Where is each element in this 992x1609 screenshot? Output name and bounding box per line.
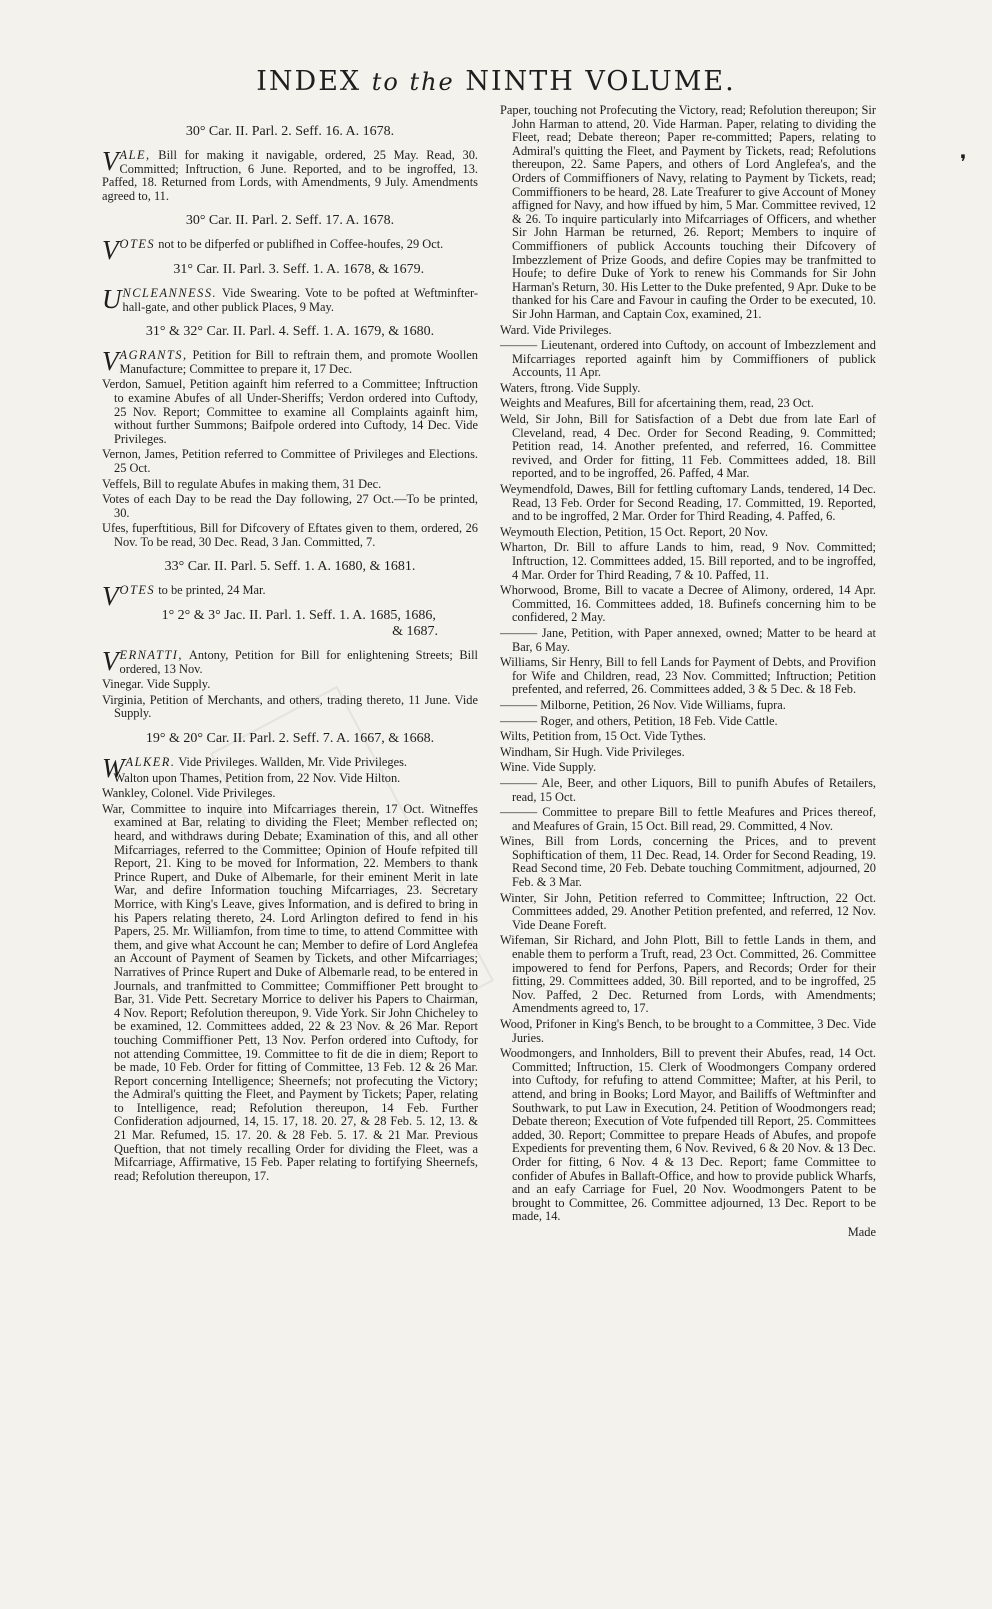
index-entry: ——— Jane, Petition, with Paper annexed, owned; Matter to be heard at Bar, 6 May.	[500, 625, 876, 654]
index-entry: Weights and Meafures, Bill for afcertaining them, read, 23 Oct.	[500, 396, 814, 411]
title-index: INDEX	[256, 66, 362, 97]
index-entry: Vinegar. Vide Supply.	[102, 677, 211, 692]
section-header-text: 31° & 32° Car. II. Parl. 4. Seff. 1. A. 1679, & 1680.	[145, 324, 435, 340]
section-header-text: 33° Car. II. Parl. 5. Seff. 1. A. 1680, & 1681.	[164, 559, 416, 575]
index-entry	[102, 146, 478, 203]
catchword: Made	[847, 1224, 876, 1239]
section-header-text: 31° Car. II. Parl. 3. Seff. 1. A. 1678, & 1679.	[173, 261, 425, 277]
index-entry: ——— Milborne, Petition, 26 Nov. Vide Williams, fupra.	[500, 697, 786, 712]
section-header	[102, 262, 478, 278]
index-entry: Wines, Bill from Lords, concerning the Prices, and to prevent Sophiftication of them, 11 Dec. Read, 14. Order for Second Reading, 19. Read Second time, 20 Feb. Debate touching Commitment, adjourned, 20 Feb. & 3 Mar.	[500, 834, 876, 890]
section-header-cont: & 1687.	[392, 624, 438, 640]
entry-keyword: NCLEANNESS.	[122, 285, 218, 300]
index-entry: Waters, ftrong. Vide Supply.	[500, 380, 641, 395]
index-entry: Ufes, fuperftitious, Bill for Difcovery of Eftates given to them, ordered, 26 Nov. To be read, 30 Dec. Read, 3 Jan. Committed, 7.	[102, 521, 478, 549]
index-entry	[102, 581, 478, 612]
drop-cap: V	[102, 581, 119, 612]
drop-cap: V	[102, 646, 119, 677]
index-section	[102, 262, 478, 314]
index-entry: ——— Lieutenant, ordered into Cuftody, on account of Imbezzlement and Mifcarriages reported againft him by Commiffioners of publick Accounts, 11 Apr.	[500, 338, 876, 380]
edge-mark: ❜	[960, 150, 967, 174]
index-entry: Votes of each Day to be read the Day following, 27 Oct.—To be printed, 30.	[102, 492, 478, 520]
section-header	[102, 559, 478, 575]
index-entry: Williams, Sir Henry, Bill to fell Lands for Payment of Debts, and Provifion for Wife and Children, read, 23 Nov. Committed; Inftruction; Petition prefented, and referred, 26. Committees added, 3 & 5 Dec. & 18 Feb.	[500, 655, 876, 697]
entry-text: Vide Privileges. Wallden, Mr. Vide Privileges.	[175, 755, 408, 770]
drop-cap: V	[102, 346, 119, 377]
section-header	[102, 213, 478, 229]
section-header-text: 30° Car. II. Parl. 2. Seff. 16. A. 1678.	[185, 124, 395, 139]
drop-cap: V	[102, 235, 119, 266]
section-header	[102, 731, 478, 747]
index-entry: Woodmongers, and Innholders, Bill to prevent their Abufes, read, 14 Oct. Committed; Inftruction, 15. Clerk of Woodmongers Company ordered into Cuftody, for refufing to attend Committee; Mafter, at his Peril, to attend, and bring in Books; Lord Mayor, and Bailiffs of Weftminfter and Southwark, to put Law in Execution, 24. Petition of Woodmongers read; Debate thereon; Execution of Vote fufpended till Report, 25. Committees added, 30. Report; Committee to prepare Heads of Abufes, and propofe Expedients for preventing them, 6 Nov. Revived, 6 & 20 Nov. & 13 Dec. Order for fitting, 6 Nov. 4 & 13 Dec. Report; fame Committee to confider of Abufes in Ballaft-Office, and how to provide publick Wharfs, and an eafy Carriage for Fuel, 20 Nov. Woodmongers Patent to be brought to Committee, 26. Committee adjourned, 13 Dec. Report to be made, 14.	[500, 1046, 876, 1224]
index-entry: Vernon, James, Petition referred to Committee of Privileges and Elections. 25 Oct.	[102, 447, 478, 475]
index-section	[102, 124, 478, 203]
index-entry: Verdon, Samuel, Petition againft him referred to a Committee; Inftruction to examine Abufes of all Under-Sheriffs; Verdon ordered into Cuftody, 25 Nov. Report; Committee to examine all Complaints againft him, without further Summons; Baifpole ordered into Cuftody, 14 Dec. Vide Privileges.	[102, 377, 478, 446]
entry-text: Petition for Bill to reftrain them, and promote Woollen Manufacture; Committee to prepare it, 17 Dec.	[119, 348, 478, 376]
index-entry: Veffels, Bill to regulate Abufes in making them, 31 Dec.	[102, 476, 382, 491]
drop-cap: V	[102, 146, 119, 176]
index-entry: Wifeman, Sir Richard, and John Plott, Bill to fettle Lands in them, and enable them to perform a Truft, read, 23 Oct. Committed, 26. Committee impowered to fend for Perfons, Papers, and Records; Order for their fitting, 29. Committees added, 30. Bill reported, and to be ingroffed, 25 Nov. Paffed, 2 Dec. Returned from Lords, with Amendments; Amendments agreed to, 17.	[500, 933, 876, 1016]
left-column	[102, 124, 478, 1193]
index-entry: Paper, touching not Profecuting the Victory, read; Refolution thereupon; Sir John Harman to attend, 20. Vide Harman. Paper, relating to dividing the Fleet, read; Debate thereon; Paper re-committed; Papers, relating to Admiral's quitting the Fleet, and Payment by Tickets, read; Refolutions thereupon, 22. Same Papers, and others of Lord Anglefea's, and the Orders of Commiffioners of Navy, relating to Payment by Tickets, read; Commiffioners to be heard, 28. Late Treafurer to give Account of Money affigned for Navy, and how iffued by him, 5 Mar. Committee revived, 12 & 26. To inquire particularly into Mifcarriages of Officers, and whether Sir John Harman be returned, 26. Report; Members to inquire of Commiffioners of publick Accounts touching their Difcovery of Imbezzlement of Prize Goods, and defire Copies may be tranfmitted to Houfe; to defire Duke of York to renew his Commands for Sir John Harman's Return, 30. His Letter to the Duke prefented, 9 Apr. Duke to be thanked for his Care and Favour in caufing the Order to be executed, 10. Sir John Harman, and Captain Cox, examined, 21.	[500, 103, 876, 321]
index-entry	[102, 235, 478, 266]
index-entry: Virginia, Petition of Merchants, and others, trading thereto, 11 June. Vide Supply.	[102, 692, 478, 721]
entry-text: not to be difperfed or publifhed in Coffee-houfes, 29 Oct.	[155, 237, 444, 252]
section-header-text: 30° Car. II. Parl. 2. Seff. 17. A. 1678.	[185, 213, 395, 229]
entry-keyword: ALE,	[119, 148, 151, 162]
index-entry: Wharton, Dr. Bill to affure Lands to him, read, 9 Nov. Committed; Inftruction, 12. Committees added, 15. Bill reported, and to be ingroffed, 4 Mar. Order for Third Reading, 7 & 10. Paffed, 11.	[500, 540, 876, 582]
title-volume: NINTH VOLUME.	[465, 66, 736, 97]
section-header-text: 19° & 20° Car. II. Parl. 2. Seff. 7. A. 1667, & 1668.	[145, 731, 435, 747]
index-entry	[102, 346, 478, 377]
index-entry: Weymendfold, Dawes, Bill for fettling cuftomary Lands, tendered, 14 Dec. Read, 13 Feb. Order for Second Reading, 17. Committed, 19. Reported, and to be ingroffed, 2 Mar. Order for Third Reading, 4. Paffed, 6.	[500, 482, 876, 524]
index-entry: Winter, Sir John, Petition referred to Committee; Inftruction, 22 Oct. Committees added, 29. Another Petition prefented, and referred, 12 Nov. Vide Deane Foreft.	[500, 890, 876, 932]
index-entry: War, Committee to inquire into Mifcarriages therein, 17 Oct. Witneffes examined at Bar, relating to dividing the Fleet; Member reflected on; heard, and withdraws during Debate; Examination of this, and all other Mifcarriages, referred to the Committee; Opinion of Houfe refpited till Report, 21. King to be moved for Information, 22. Members to thank Prince Rupert, and Duke of Albemarle, for their eminent Merit in late War, and defire Information touching Mifcarriages, 23. Secretary Morrice, with King's Leave, gives Information, and is defired to bring in his Papers relating thereto, 24. Lord Arlington defired to fend in his Papers, 25. Mr. Williamfon, from time to time, to attend Committee with them, and give what Account he can; Member to defire of Lord Anglefea an Account of Payment of Seamen by Tickets, and other Mifcarriages; Narratives of Prince Rupert and Duke of Albemarle read, to be entered in Journals, and tranfmitted to Committee; Commiffioner Pett brought to Bar, 31. Vide Pett. Secretary Morrice to deliver his Papers to Chairman, 4 Nov. Report; Refolution thereupon, 9. Vide York. Sir John Chicheley to be examined, 12. Committees added, 22 & 23 Nov. & 26 Mar. Report touching Commiffioner Pett, 13 Nov. Perfon ordered into Cuftody, for not attending Committee, 19. Committee to fit de die in diem; Report to be made, 10 Feb. Order for fitting of Committee, 13 Feb. 12 & 26 Mar. Report concerning Intelligence; Sheernefs; not profecuting the Victory; the Admiral's quitting the Fleet, and Payment by Tickets; Paper, relating to Intelligence, read; Refolution thereupon, 14 Feb. Further Confideration adjourned, 14, 15. 17, 18. 20. 27, & 28 Feb. 5. 12, 13. & 21 Mar. Refumed, 15. 17. 20. & 28 Feb. 5. 17. & 21 Mar. Previous Queftion, that not timely recalling Order for dividing the Fleet, was a Mifcarriage, Affirmative, 15 Feb. Paper relating to fortifying Sheernefs, read; Refolution thereupon, 17.	[102, 801, 478, 1183]
entry-keyword: AGRANTS,	[119, 348, 188, 363]
index-entry: Weymouth Election, Petition, 15 Oct. Report, 20 Nov.	[500, 524, 769, 539]
section-header	[102, 124, 478, 140]
entry-keyword: OTES	[119, 237, 156, 252]
entry-keyword: ALKER.	[125, 755, 176, 770]
index-entry: Wankley, Colonel. Vide Privileges.	[102, 786, 276, 801]
index-section	[102, 213, 478, 266]
index-entry: Walton upon Thames, Petition from, 22 Nov. Vide Hilton.	[113, 770, 401, 785]
index-entry: ——— Roger, and others, Petition, 18 Feb. Vide Cattle.	[500, 713, 778, 728]
section-header	[102, 608, 478, 640]
index-entry: Weld, Sir John, Bill for Satisfaction of a Debt due from late Earl of Cleveland, read, 4 Dec. Order for Second Reading, 9. Committed; Petition read, 14. Another prefented, and referred, 16. Committee revived, and Order for fitting, 11 Feb. Committees added, 18. Bill reported, and to be ingroffed, 26. Paffed, 4 Mar.	[500, 412, 876, 481]
entry-text: to be printed, 24 Mar.	[155, 583, 266, 598]
section-header-text: 1° 2° & 3° Jac. II. Parl. 1. Seff. 1. A. 1685, 1686,	[161, 608, 436, 624]
index-entry: Whorwood, Brome, Bill to vacate a Decree of Alimony, ordered, 14 Apr. Committed, 16. Committees added, 18. Bufinefs concerning him to be confidered, 2 May.	[500, 583, 876, 625]
index-entry: ——— Ale, Beer, and other Liquors, Bill to punifh Abufes of Retailers, read, 15 Oct.	[500, 775, 876, 804]
drop-cap: W	[102, 753, 125, 784]
entry-text: Antony, Petition for Bill for enlightening Streets; Bill ordered, 13 Nov.	[119, 648, 478, 676]
page-title	[0, 66, 992, 97]
index-entry: Ward. Vide Privileges.	[500, 322, 612, 337]
index-entry: ——— Committee to prepare Bill to fettle Meafures and Prices thereof, and Meafures of Grain, 15 Oct. Bill read, 29. Committed, 4 Nov.	[500, 805, 876, 833]
entry-text: Bill for making it navigable, ordered, 25 May. Read, 30. Committed; Inftruction, 6 June. Reported, and to be ingroffed, 13. Paffed, 18. Returned from Lords, with Amendments, 9 July. Amendments agreed to, 11.	[102, 148, 478, 203]
drop-cap: U	[102, 283, 122, 314]
index-section	[102, 608, 478, 721]
index-entry: Windham, Sir Hugh. Vide Privileges.	[500, 744, 685, 759]
entry-text: Vide Swearing. Vote to be pofted at Weftminfter-hall-gate, and other publick Places, 9 May.	[122, 285, 478, 314]
index-section	[102, 324, 478, 549]
entry-keyword: ERNATTI,	[119, 648, 184, 663]
index-entry	[102, 646, 478, 677]
index-section	[102, 559, 478, 612]
index-entry: Wine. Vide Supply.	[500, 760, 597, 775]
index-entry: Wood, Prifoner in King's Bench, to be brought to a Committee, 3 Dec. Vide Juries.	[500, 1017, 876, 1045]
index-section	[102, 731, 478, 1183]
entry-keyword: OTES	[119, 583, 156, 598]
section-header	[102, 324, 478, 340]
right-column	[500, 104, 876, 1240]
title-to-the: to the	[371, 68, 455, 96]
index-entry	[102, 283, 478, 314]
index-entry: Wilts, Petition from, 15 Oct. Vide Tythes.	[500, 729, 706, 744]
